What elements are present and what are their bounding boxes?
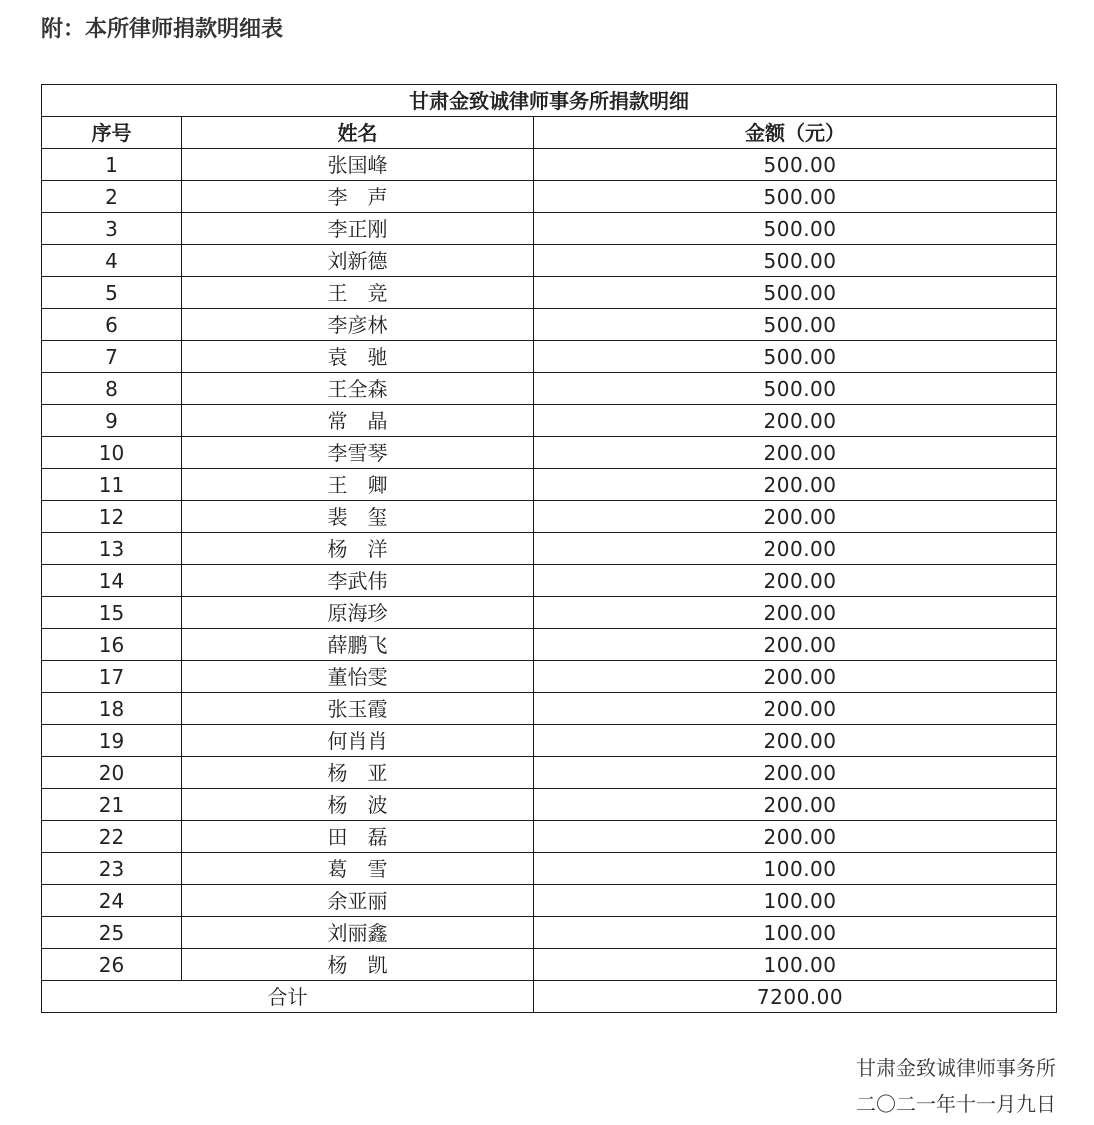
table-row bbox=[42, 885, 1057, 917]
row-name: 裴 玺 bbox=[182, 501, 534, 533]
table-row bbox=[42, 789, 1057, 821]
row-name: 李彦林 bbox=[182, 309, 534, 341]
row-name: 杨 凯 bbox=[182, 949, 534, 981]
row-index: 22 bbox=[42, 821, 182, 853]
table-row bbox=[42, 853, 1057, 885]
total-row bbox=[42, 981, 1057, 1013]
row-amount: 500.00 bbox=[534, 341, 1057, 373]
row-amount: 500.00 bbox=[534, 181, 1057, 213]
row-amount: 200.00 bbox=[534, 661, 1057, 693]
name-column-header: 姓名 bbox=[182, 117, 534, 149]
row-amount: 500.00 bbox=[534, 373, 1057, 405]
row-amount: 100.00 bbox=[534, 949, 1057, 981]
row-amount: 200.00 bbox=[534, 437, 1057, 469]
table-row bbox=[42, 309, 1057, 341]
row-amount: 200.00 bbox=[534, 629, 1057, 661]
row-name: 葛 雪 bbox=[182, 853, 534, 885]
table-row bbox=[42, 661, 1057, 693]
row-name: 刘丽鑫 bbox=[182, 917, 534, 949]
table-row bbox=[42, 757, 1057, 789]
row-amount: 500.00 bbox=[534, 309, 1057, 341]
row-name: 杨 波 bbox=[182, 789, 534, 821]
donation-table bbox=[41, 84, 1057, 1013]
row-name: 李武伟 bbox=[182, 565, 534, 597]
row-name: 原海珍 bbox=[182, 597, 534, 629]
row-name: 杨 洋 bbox=[182, 533, 534, 565]
row-amount: 500.00 bbox=[534, 213, 1057, 245]
row-index: 11 bbox=[42, 469, 182, 501]
row-index: 25 bbox=[42, 917, 182, 949]
table-row bbox=[42, 373, 1057, 405]
row-name: 张国峰 bbox=[182, 149, 534, 181]
table-row bbox=[42, 693, 1057, 725]
row-name: 李正刚 bbox=[182, 213, 534, 245]
row-name: 李雪琴 bbox=[182, 437, 534, 469]
row-name: 董怡雯 bbox=[182, 661, 534, 693]
row-index: 15 bbox=[42, 597, 182, 629]
table-row bbox=[42, 917, 1057, 949]
table-row bbox=[42, 725, 1057, 757]
row-index: 5 bbox=[42, 277, 182, 309]
row-index: 6 bbox=[42, 309, 182, 341]
row-amount: 200.00 bbox=[534, 725, 1057, 757]
row-index: 4 bbox=[42, 245, 182, 277]
row-amount: 100.00 bbox=[534, 853, 1057, 885]
row-index: 14 bbox=[42, 565, 182, 597]
table-body bbox=[42, 149, 1057, 981]
row-amount: 200.00 bbox=[534, 693, 1057, 725]
row-name: 刘新德 bbox=[182, 245, 534, 277]
row-index: 23 bbox=[42, 853, 182, 885]
table-row bbox=[42, 501, 1057, 533]
row-name: 杨 亚 bbox=[182, 757, 534, 789]
footer-organization: 甘肃金致诚律师事务所 bbox=[856, 1056, 1056, 1080]
row-name: 张玉霞 bbox=[182, 693, 534, 725]
row-index: 24 bbox=[42, 885, 182, 917]
row-index: 2 bbox=[42, 181, 182, 213]
amount-column-header: 金额（元） bbox=[534, 117, 1057, 149]
row-index: 18 bbox=[42, 693, 182, 725]
row-index: 9 bbox=[42, 405, 182, 437]
row-index: 16 bbox=[42, 629, 182, 661]
row-amount: 200.00 bbox=[534, 501, 1057, 533]
row-name: 田 磊 bbox=[182, 821, 534, 853]
table-row bbox=[42, 245, 1057, 277]
table-title: 甘肃金致诚律师事务所捐款明细 bbox=[42, 85, 1057, 117]
table-header-row bbox=[42, 117, 1057, 149]
total-amount: 7200.00 bbox=[534, 981, 1057, 1013]
table-row bbox=[42, 565, 1057, 597]
index-column-header: 序号 bbox=[42, 117, 182, 149]
row-name: 李 声 bbox=[182, 181, 534, 213]
table-row bbox=[42, 277, 1057, 309]
row-name: 王 竞 bbox=[182, 277, 534, 309]
row-index: 21 bbox=[42, 789, 182, 821]
row-index: 17 bbox=[42, 661, 182, 693]
table-row bbox=[42, 949, 1057, 981]
row-amount: 200.00 bbox=[534, 565, 1057, 597]
table-row bbox=[42, 149, 1057, 181]
row-amount: 200.00 bbox=[534, 757, 1057, 789]
row-name: 常 晶 bbox=[182, 405, 534, 437]
table-row bbox=[42, 597, 1057, 629]
table-row bbox=[42, 821, 1057, 853]
page-heading: 附：本所律师捐款明细表 bbox=[41, 17, 284, 42]
row-index: 3 bbox=[42, 213, 182, 245]
table-row bbox=[42, 533, 1057, 565]
row-index: 1 bbox=[42, 149, 182, 181]
row-name: 何肖肖 bbox=[182, 725, 534, 757]
row-name: 袁 驰 bbox=[182, 341, 534, 373]
row-amount: 200.00 bbox=[534, 405, 1057, 437]
row-amount: 200.00 bbox=[534, 821, 1057, 853]
table-row bbox=[42, 405, 1057, 437]
row-amount: 200.00 bbox=[534, 469, 1057, 501]
row-amount: 500.00 bbox=[534, 245, 1057, 277]
row-amount: 100.00 bbox=[534, 917, 1057, 949]
table-title-row bbox=[42, 85, 1057, 117]
row-index: 10 bbox=[42, 437, 182, 469]
row-index: 26 bbox=[42, 949, 182, 981]
table-row bbox=[42, 469, 1057, 501]
table-row bbox=[42, 437, 1057, 469]
row-index: 8 bbox=[42, 373, 182, 405]
table-row bbox=[42, 213, 1057, 245]
footer-date: 二〇二一年十一月九日 bbox=[856, 1092, 1056, 1116]
row-index: 19 bbox=[42, 725, 182, 757]
row-index: 20 bbox=[42, 757, 182, 789]
row-amount: 100.00 bbox=[534, 885, 1057, 917]
row-index: 12 bbox=[42, 501, 182, 533]
row-name: 薛鹏飞 bbox=[182, 629, 534, 661]
total-label: 合计 bbox=[42, 981, 534, 1013]
table-row bbox=[42, 341, 1057, 373]
row-index: 7 bbox=[42, 341, 182, 373]
row-amount: 200.00 bbox=[534, 533, 1057, 565]
row-name: 余亚丽 bbox=[182, 885, 534, 917]
row-index: 13 bbox=[42, 533, 182, 565]
table-row bbox=[42, 629, 1057, 661]
table-row bbox=[42, 181, 1057, 213]
row-amount: 200.00 bbox=[534, 597, 1057, 629]
row-name: 王 卿 bbox=[182, 469, 534, 501]
row-amount: 200.00 bbox=[534, 789, 1057, 821]
row-name: 王全森 bbox=[182, 373, 534, 405]
row-amount: 500.00 bbox=[534, 149, 1057, 181]
row-amount: 500.00 bbox=[534, 277, 1057, 309]
